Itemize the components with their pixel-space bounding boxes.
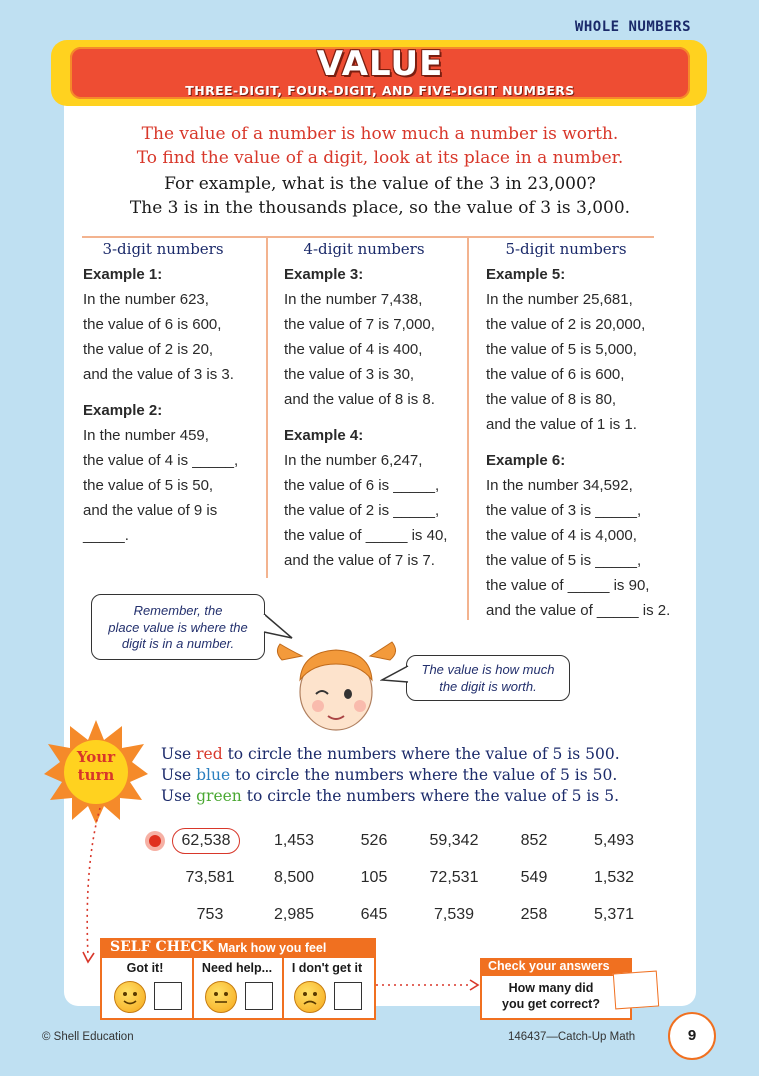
number-cell[interactable]: 1,453 [273,832,315,849]
badge-line: Your [76,748,116,766]
number-cell[interactable]: 1,532 [593,869,635,886]
column-heading: 3-digit numbers [102,240,224,258]
instruction-text: to circle the numbers where the value of 5 is 50. [230,766,618,784]
dotted-arrow-icon [374,978,482,992]
instruction-color-word: blue [196,766,231,784]
score-answer-box[interactable] [613,971,659,1010]
footer-book-code: 146437—Catch-Up Math [508,1031,636,1043]
page-number: 9 [668,1012,716,1060]
example-line: the value of 4 is _____, [83,452,239,469]
speech-bubble-left [91,594,265,660]
instruction-text: Use [161,787,197,805]
instruction-text: Use [161,745,197,763]
intro-line-1: The value of a number is how much a number is worth. [141,124,619,144]
example-line: In the number 459, [83,427,209,444]
example-line: the value of 5 is _____, [486,552,642,569]
number-cell[interactable]: 72,531 [429,869,479,886]
intro-line-3: For example, what is the value of the 3 in 23,000? [164,174,596,194]
red-marker-dot-icon [145,831,165,851]
example-line: and the value of 7 is 7. [284,552,435,569]
number-cell[interactable]: 5,371 [593,906,635,923]
bubble-line: The value is how much [421,662,555,677]
instruction-color-word: green [196,787,242,805]
need-help-checkbox[interactable] [245,982,273,1010]
happy-face-icon [114,981,146,1013]
example-line: the value of 6 is _____, [284,477,440,494]
columns-top-rule [82,236,654,238]
example-line: the value of 2 is _____, [284,502,440,519]
example-line: the value of _____ is 90, [486,577,650,594]
column-3-digit [83,240,273,548]
number-cell[interactable]: 5,493 [593,832,635,849]
instruction-red [161,745,620,763]
example-line: the value of 4 is 400, [284,341,423,358]
instruction-text: to circle the numbers where the value of 5 is 500. [222,745,620,763]
self-check-title: SELF CHECK [110,939,214,955]
number-cell[interactable]: 2,985 [273,906,315,923]
example-line: and the value of 1 is 1. [486,416,637,433]
example-title: Example 6: [486,452,566,469]
footer-publisher: © Shell Education [42,1031,134,1043]
example-line: the value of 3 is _____, [486,502,642,519]
check-answers-question [486,980,616,1012]
your-turn-badge [62,748,130,784]
page-title: VALUE [316,44,444,84]
question-line: How many did [508,981,594,995]
column-5-digit [486,240,676,623]
bubble-line: digit is in a number. [121,636,235,651]
column-heading: 5-digit numbers [505,240,627,258]
sad-face-icon [294,981,326,1013]
example-title: Example 2: [83,402,163,419]
speech-bubble-right [406,655,570,701]
example-line: the value of 6 is 600, [486,366,625,383]
self-check-subtitle: Mark how you feel [218,941,327,955]
option-need-help-label: Need help... [201,961,273,975]
number-cell[interactable]: 7,539 [433,906,475,923]
number-cell[interactable]: 105 [360,869,388,886]
example-line: the value of 6 is 600, [83,316,222,333]
example-line: the value of 3 is 30, [284,366,415,383]
intro-line-4: The 3 is in the thousands place, so the value of 3 is 3,000. [129,198,631,218]
number-cell[interactable]: 8,500 [273,869,315,886]
page-subtitle: THREE-DIGIT, FOUR-DIGIT, AND FIVE-DIGIT NUMBERS [185,83,575,98]
girl-character-icon [272,630,402,740]
example-line: _____. [83,527,129,544]
example-line: the value of 2 is 20, [83,341,214,358]
example-line: In the number 623, [83,291,209,308]
number-cell[interactable]: 645 [360,906,388,923]
number-cell[interactable]: 549 [520,869,548,886]
intro-line-2: To find the value of a digit, look at its place in a number. [136,148,624,168]
bubble-line: place value is where the [108,619,248,635]
number-cell[interactable]: 73,581 [185,869,235,886]
dont-get-it-checkbox[interactable] [334,982,362,1010]
number-cell[interactable]: 258 [520,906,548,923]
check-answers-title: Check your answers [488,959,610,973]
example-line: In the number 34,592, [486,477,633,494]
got-it-checkbox[interactable] [154,982,182,1010]
example-line: and the value of 3 is 3. [83,366,234,383]
example-line: the value of 4 is 4,000, [486,527,637,544]
column-4-digit [284,240,474,573]
example-line: the value of 5 is 50, [83,477,214,494]
example-line: and the value of _____ is 2. [486,602,671,619]
example-line: the value of 5 is 5,000, [486,341,637,358]
bubble-line: Remember, the [133,603,223,618]
section-label: WHOLE NUMBERS [574,19,691,35]
instruction-blue [161,766,617,784]
example-line: the value of _____ is 40, [284,527,448,544]
example-line: In the number 7,438, [284,291,423,308]
example-line: the value of 2 is 20,000, [486,316,646,333]
option-got-it-label: Got it! [126,961,164,975]
instruction-green [161,787,619,805]
option-dont-get-label: I don't get it [291,961,363,975]
example-line: and the value of 9 is [83,502,218,519]
example-title: Example 1: [83,266,163,283]
number-cell[interactable]: 852 [520,832,548,849]
example-line: In the number 25,681, [486,291,633,308]
number-cell[interactable]: 526 [360,832,388,849]
number-cell[interactable]: 59,342 [429,832,479,849]
badge-line: turn [77,766,115,784]
example-title: Example 4: [284,427,364,444]
instruction-color-word: red [196,745,223,763]
example-line: In the number 6,247, [284,452,423,469]
number-cell[interactable]: 62,538 [172,828,240,854]
instruction-text: to circle the numbers where the value of 5 is 5. [241,787,620,805]
column-heading: 4-digit numbers [303,240,425,258]
instruction-text: Use [161,766,197,784]
question-line: you get correct? [502,997,600,1011]
neutral-face-icon [205,981,237,1013]
example-title: Example 5: [486,266,566,283]
example-title: Example 3: [284,266,364,283]
example-line: and the value of 8 is 8. [284,391,435,408]
number-cell[interactable]: 753 [196,906,224,923]
bubble-line: the digit is worth. [439,678,537,694]
example-line: the value of 8 is 80, [486,391,617,408]
example-line: the value of 7 is 7,000, [284,316,435,333]
